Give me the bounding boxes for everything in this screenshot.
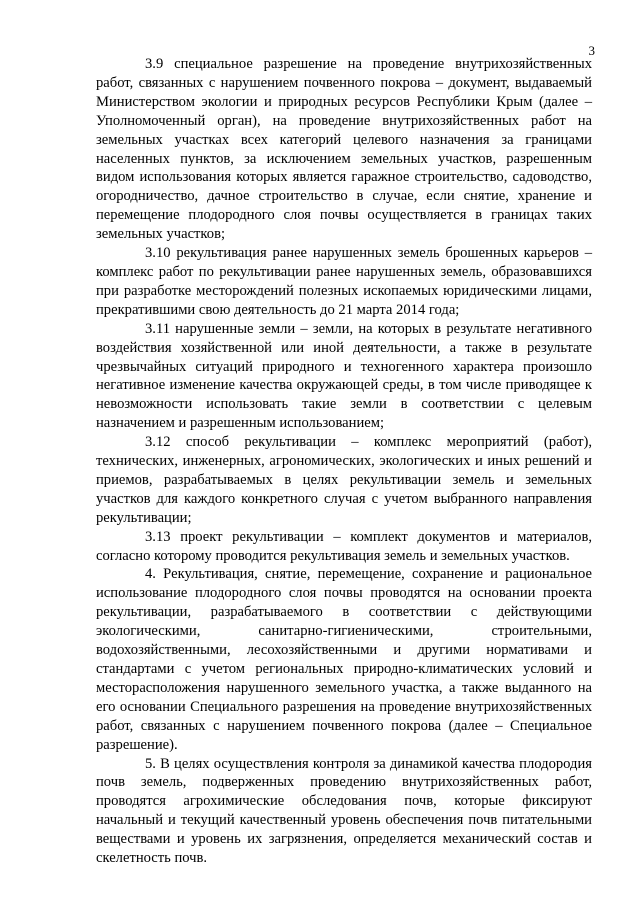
- paragraph-3-9: 3.9 специальное разрешение на проведение внутрихозяйственных работ, связанных с нарушением почвенного покрова – документ, выдаваемый Министерством экологии и природных ресурсов Республики Крым (далее – Уполномоченный орган), на проведение внутрихозяйственных работ на земельных участках всех категорий целевого назначения за границами населенных пунктов, за исключением земельных участков, разрешенным видом использования которых является гаражное строительство, садоводство, огородничество, дачное строительство в случае, если снятие, хранение и перемещение плодородного слоя почвы осуществляется в границах таких земельных участков;: [96, 56, 592, 243]
- paragraph-3-11: 3.11 нарушенные земли – земли, на которых в результате негативного воздействия хозяйственной или иной деятельности, а также в результате чрезвычайных ситуаций природного и техногенного характера произошло негативное изменение качества окружающей среды, в том числе приводящее к невозможности использовать такие земли в соответствии с целевым назначением и разрешенным использованием;: [96, 320, 592, 432]
- document-body: [96, 55, 592, 868]
- paragraph-3-10: 3.10 рекультивация ранее нарушенных земель брошенных карьеров – комплекс работ по рекультивации ранее нарушенных земель, образовавшихся при разработке месторождений полезных ископаемых юридическими лицами, прекратившими свою деятельность до 21 марта 2014 года;: [96, 245, 592, 318]
- paragraph-4: 4. Рекультивация, снятие, перемещение, сохранение и рациональное использование плодородного слоя почвы проводятся на основании проекта рекультивации, разрабатываемого в соответствии с действующими экологическими, санитарно-гигиеническими, строительными, водохозяйственными, лесохозяйственными и другими нормативами и стандартами с учетом региональных природно-климатических условий и месторасположения нарушенного земельного участка, а также выданного на его основании Специального разрешения на проведение внутрихозяйственных работ, связанных с нарушением почвенного покрова (далее – Специальное разрешение).: [96, 566, 592, 753]
- page-number: 3: [588, 43, 595, 58]
- paragraph-3-13: 3.13 проект рекультивации – комплект документов и материалов, согласно которому проводится рекультивация земель и земельных участков.: [96, 528, 592, 564]
- paragraph-5: 5. В целях осуществления контроля за динамикой качества плодородия почв земель, подверженных проведению внутрихозяйственных работ, проводятся агрохимические обследования почв, которые фиксируют начальный и текущий качественный уровень обеспечения почв питательными веществами и уровень их загрязнения, определяется механический состав и скелетность почв.: [96, 755, 592, 867]
- paragraph-3-12: 3.12 способ рекультивации – комплекс мероприятий (работ), технических, инженерных, агрономических, экологических и иных решений и приемов, разрабатываемых в целях рекультивации земель и земельных участков для каждого конкретного случая с учетом выбранного направления рекультивации;: [96, 434, 592, 526]
